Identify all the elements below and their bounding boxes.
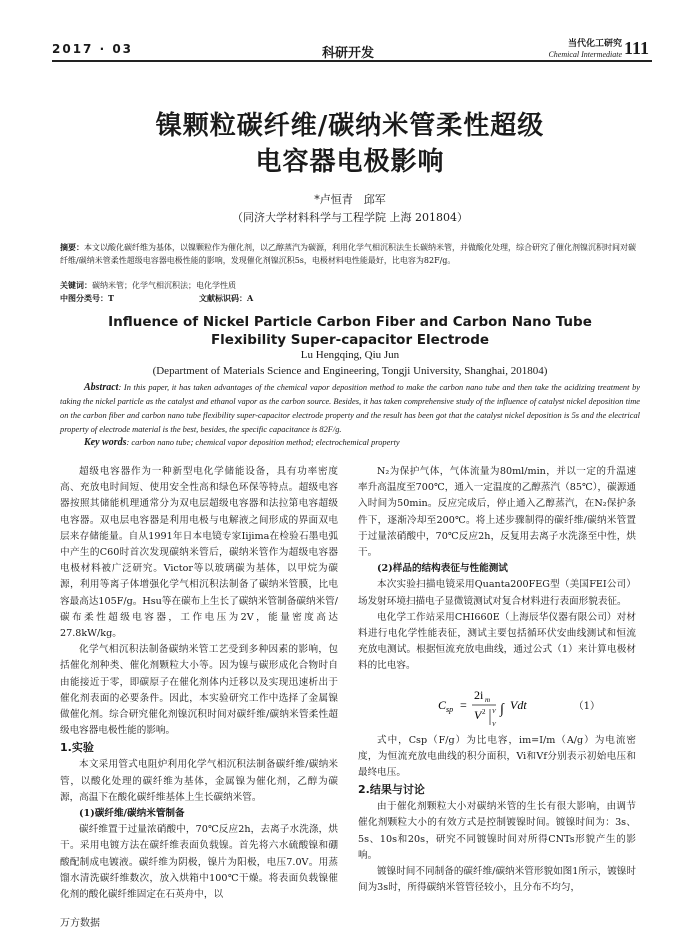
svg-text:2: 2 [482, 707, 486, 716]
equation-number: （1） [573, 700, 600, 712]
section-heading: 2.结果与讨论 [358, 783, 425, 797]
classification-line [60, 292, 640, 305]
authors-cn: *卢恒青 邱军 [314, 193, 386, 206]
issue-number: 2017 · 03 [52, 42, 134, 56]
abstract-cn-label: 摘要： [60, 242, 84, 252]
svg-text:V: V [492, 708, 496, 715]
svg-text:V: V [474, 707, 482, 722]
keywords-cn-text: 碳纳米管；化学气相沉积法；电化学性质 [92, 281, 236, 290]
article-title-en [60, 313, 640, 349]
keywords-en-label: Key words [84, 437, 127, 448]
page-number: 111 [624, 38, 650, 58]
paragraph: 本文采用管式电阻炉利用化学气相沉积法制备碳纤维/碳纳米管，以酸化处理的碳纤维为基体，金属镍为催化剂，乙醇为碳源，高温下在酸化碳纤维基体上生长碳纳米管。 [60, 759, 338, 803]
journal-name [530, 36, 622, 59]
svg-text:2i: 2i [474, 687, 484, 702]
svg-text:∫: ∫ [500, 701, 504, 717]
doccode-label: 文献标识码： [199, 293, 248, 303]
abstract-en-text: : In this paper, it has taken advantages of the chemical vapor deposition method to make the carbon nano tube and then take the acidizing treatment by taking the nickel particle as the catalyst and ethanol vapor as the carbon source. Besides, it has taken comprehensive study of the influence of catalyst nickel deposition time on the carbon fiber and carbon nano tube flexibility super-capacitor electrode property and the result has been got that the catalyst nickel deposition is 5s and the electrical property of electrode material is the best, besides, the specific capacitance is 82F/g. [60, 383, 640, 434]
title-en-line-2: Flexibility Super-capacitor Electrode [210, 332, 490, 348]
svg-text:m: m [485, 695, 491, 704]
paragraph: 镀镍时间不同制备的碳纤维/碳纳米管形貌如图1所示，镀镍时间为3s时，所得碳纳米管管径较小，且分布不均匀， [358, 866, 636, 894]
abstract-cn [60, 241, 640, 267]
svg-text:C: C [438, 697, 447, 712]
affiliation-cn: （同济大学材料科学与工程学院 上海 201804） [232, 211, 468, 224]
authors-en: Lu Hengqing, Qiu Jun [300, 349, 400, 361]
paragraph: 电化学工作站采用CHI660E（上海辰华仪器有限公司）对材料进行电化学性能表征，测试主要包括循环伏安曲线测试和恒流充放电测试。根据恒流充放电曲线，通过公式（1）来计算电极材料的比电容。 [358, 611, 636, 672]
clc-label: 中图分类号： [60, 293, 108, 303]
svg-text:V: V [492, 721, 496, 728]
paragraph: 碳纤维置于过量浓硝酸中，70℃反应2h，去离子水洗涤，烘干。采用电镀方法在碳纤维表面负载镍。首先将六水硫酸镍和硼酸配制成电镀液。碳纤维为阴极，镍片为阳极，电压7.0V。用蒸馏水清洗碳纤维数次，放入烘箱中100℃干燥。将表面负载镍催化剂的酸化碳纤维固定在石英舟中，以 [60, 824, 338, 901]
footer-source: 万方数据 [60, 918, 100, 929]
paragraph: N₂为保护气体，气体流量为80ml/min，并以一定的升温速率升高温度至700℃，通入一定温度的乙醇蒸汽（85℃），碳源通入时间为50min。反应完成后，停止通入乙醇蒸汽，在N₂保护条件下，逐渐冷却至200℃。将上述步骤制得的碳纤维/碳纳米管置于过量浓硝酸中，70℃反应2h，反复用去离子水洗涤至中性，烘干。 [358, 466, 636, 559]
svg-text:=: = [460, 697, 467, 712]
paragraph: 超级电容器作为一种新型电化学储能设备，具有功率密度高、充放电时间短、使用安全性高和绿色环保等特点。超级电容器按照其储能机理通常分为双电层超级电容器和法拉第电容超级电容器。双电层电容器是利用电极与电解液之间形成的界面双电层来存储能量。自从1991年日本电镜专家Iijima在检验石墨电弧中产生的C60时首次发现碳纳米管后，碳纳米管作为超级电容器电极材料被广泛研究。Victor等以玻璃碳为基体，以甲烷为碳源，利用等离子体增强化学气相沉积法制备了碳纳米管膜，比电容最高达105F/g。Hsu等在碳布上生长了碳纳米管制备碳纳米管/碳布柔性超级电容器，工作电压为2V，能量密度高达27.8kW/kg。 [60, 466, 338, 640]
keywords-cn-label: 关键词： [60, 280, 92, 290]
abstract-en-label: Abstract [84, 382, 119, 393]
subsection-heading: (2)样品的结构表征与性能测试 [377, 563, 508, 575]
title-line-2: 电容器电极影响 [255, 147, 445, 177]
body-column-right [358, 464, 636, 896]
svg-text:Vdt: Vdt [510, 697, 527, 712]
article-title-cn [60, 108, 640, 180]
journal-name-cn: 当代化工研究 [567, 39, 622, 49]
affiliation-en: (Department of Materials Science and Engineering, Tongji University, Shanghai, 201804) [152, 365, 548, 377]
section-title: 科研开发 [322, 46, 375, 61]
abstract-en [60, 381, 640, 437]
capacitance-equation [438, 681, 578, 731]
title-line-1: 镍颗粒碳纤维/碳纳米管柔性超级 [155, 111, 545, 141]
paragraph: 化学气相沉积法制备碳纳米管工艺受到多种因素的影响，包括催化剂种类、催化剂颗粒大小等。因为镍与碳形成化合物时自由能接近于零，即碳原子在催化剂体内迁移以及实现迅速析出于催化剂表面的必要条件。因此，本实验研究工作中选择了金属镍做催化剂。综合研究催化剂镍沉积时间对碳纤维/碳纳米管柔性超级电容器电极性能的影响。 [60, 644, 338, 737]
svg-text:sp: sp [446, 704, 454, 714]
doccode-value: A [247, 293, 254, 303]
keywords-en [84, 437, 640, 448]
header-rule [52, 60, 652, 62]
section-heading: 1.实验 [60, 741, 94, 755]
equation-block [358, 675, 636, 733]
journal-name-en: Chemical Intermediate [548, 50, 622, 59]
paragraph: 式中，Csp（F/g）为比电容，im=I/m（A/g）为电流密度，为恒流充放电曲线的积分面积，Vi和Vf分别表示初始电压和最终电压。 [358, 734, 636, 779]
keywords-cn [60, 279, 640, 292]
keywords-en-text: : carbon nano tube; chemical vapor deposition method; electrochemical property [126, 438, 400, 447]
paragraph: 本次实验扫描电镜采用Quanta200FEG型（美国FEI公司）场发射环境扫描电子显微镜测试对复合材料进行表面形貌表征。 [358, 579, 636, 607]
body-column-left [60, 464, 338, 903]
clc-value: T [108, 293, 114, 303]
paragraph: 由于催化剂颗粒大小对碳纳米管的生长有很大影响，由调节催化剂颗粒大小的有效方式是控制镀镍时间。镀镍时间为：3s、5s、10s和20s，研究不同镀镍时间对所得CNTs形貌产生的影响。 [358, 801, 636, 861]
subsection-heading: (1)碳纤维/碳纳米管制备 [79, 808, 185, 820]
abstract-cn-text: 本文以酸化碳纤维为基体，以镍颗粒作为催化剂，以乙醇蒸汽为碳源，利用化学气相沉积法生长碳纳米管，并做酸化处理，综合研究了催化剂镍沉积时间对碳纤维/碳纳米管柔性超级电容器电极性能的影响，发现催化剂镍沉积5s，电极材料电性能最好，比电容为82F/g。 [60, 243, 636, 265]
title-en-line-1: Influence of Nickel Particle Carbon Fiber and Carbon Nano Tube [108, 314, 592, 330]
